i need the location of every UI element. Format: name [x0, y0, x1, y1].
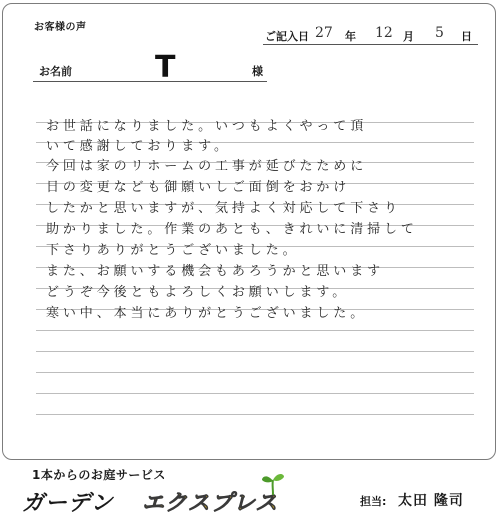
date-day: 5 — [435, 25, 444, 41]
message-line: 下さりありがとうございました。 — [46, 243, 300, 258]
staff-name: 太田 隆司 — [398, 493, 464, 509]
ruled-line — [36, 330, 474, 331]
date-month-unit: 月 — [403, 30, 414, 43]
message-line: したかと思いますが、気持よく対応して下さり — [46, 201, 401, 216]
message-line: どうぞ今後ともよろしくお願いします。 — [46, 285, 350, 300]
ruled-line — [36, 414, 474, 415]
message-line: 寒い中、本当にありがとうございました。 — [46, 306, 368, 321]
date-year-unit: 年 — [345, 30, 356, 43]
staff-label: 担当: — [360, 495, 387, 508]
ruled-line — [36, 351, 474, 352]
name-value: T — [155, 50, 176, 85]
name-label: お名前 — [39, 65, 72, 78]
date-label: ご記入日 — [265, 30, 309, 43]
sprout-icon — [260, 472, 286, 496]
entry-date — [263, 25, 478, 45]
date-underline — [263, 44, 478, 45]
message-line: いて感謝しております。 — [46, 139, 231, 154]
name-underline — [33, 81, 267, 82]
company-logo — [22, 486, 292, 516]
message-line: 日の変更なども御願いしご面倒をおかけ — [46, 180, 351, 195]
logo-text-main: ガーデン — [22, 491, 114, 516]
message-line: また、お願いする機会もあろうかと思います — [46, 264, 385, 279]
date-year: 27 — [315, 25, 333, 41]
company-footer — [0, 460, 500, 521]
date-day-unit: 日 — [461, 30, 472, 43]
testimonial-card — [2, 3, 496, 460]
ruled-line — [36, 393, 474, 394]
message-line: お世話になりました。いつもよくやって頂 — [46, 119, 368, 134]
logo-text-sub: エクスプレス — [142, 491, 279, 516]
ruled-line — [36, 372, 474, 373]
name-honorific: 様 — [252, 65, 263, 78]
customer-name-row — [33, 50, 267, 85]
message-line: 今回は家のリホームの工事が延びたために — [46, 159, 368, 174]
company-tagline: 1本からのお庭サービス — [32, 468, 166, 482]
form-title: お客様の声 — [34, 22, 87, 33]
message-line: 助かりました。作業のあとも、きれいに清掃して — [46, 222, 418, 237]
date-month: 12 — [375, 25, 393, 41]
